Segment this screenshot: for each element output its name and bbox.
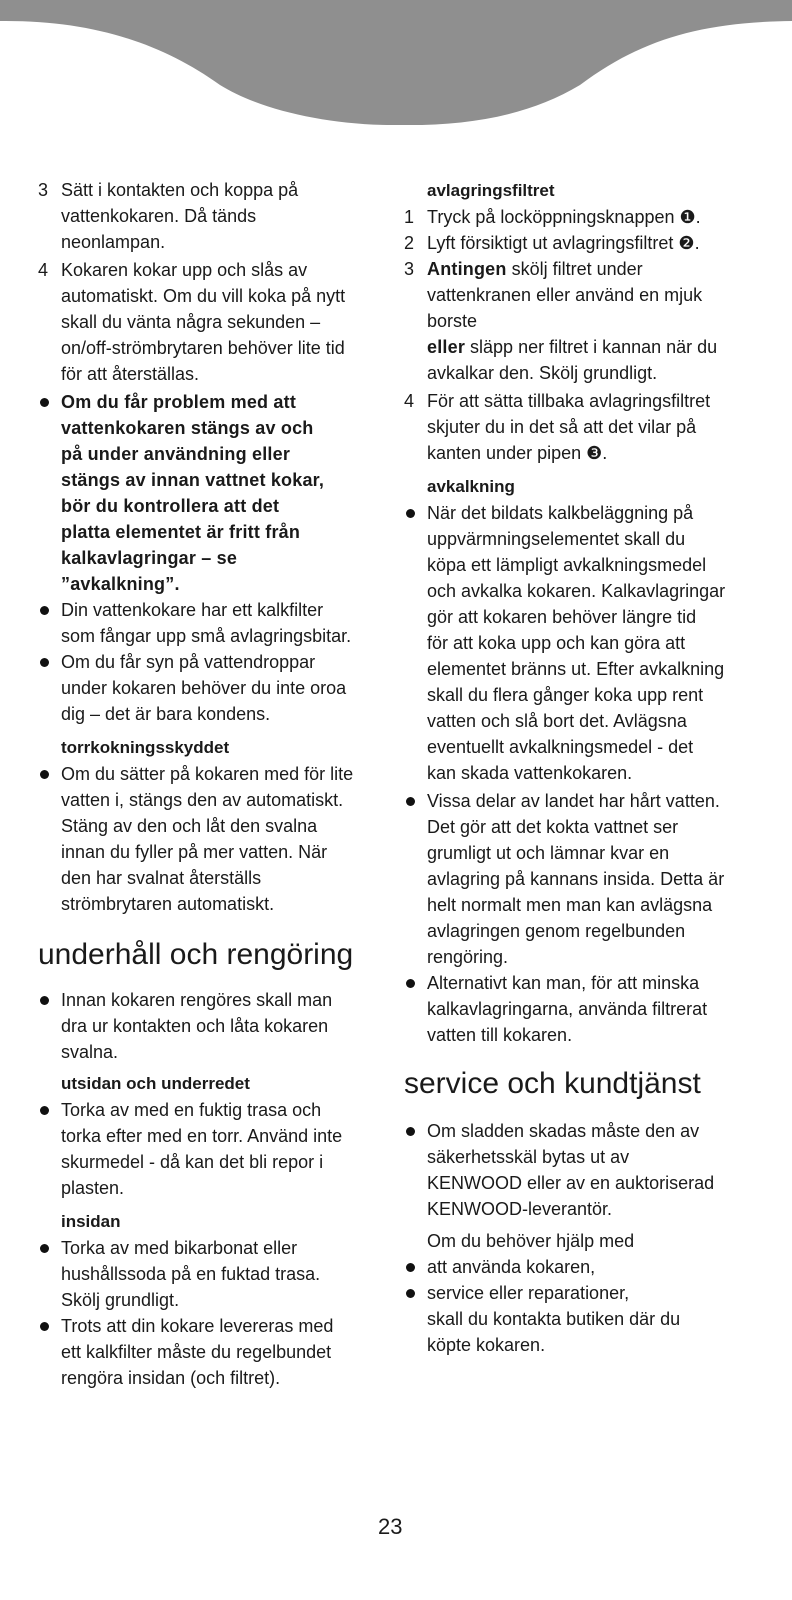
filter-step-2: 2 Lyft försiktigt ut avlagringsfiltret ❷. [404,233,700,253]
help-intro: Om du behöver hjälp med [427,1231,635,1251]
bullet-descale-1: När det bildats kalkbeläggning på uppvärmningselementet skall du köpa ett lämpligt avkalkningsmedel och avkalka kokaren. Kalkavlagringar gör att kokaren behöver längre tid för att koka upp och kan göra att elementet bränns ut. Efter avkalkning skall du flera gånger koka upp rent vatten och slå bort det. Avlägsna eventuellt avkalkningsmedel - det kan skada vattenkokaren. [427,500,777,786]
heading-inside: insidan [61,1212,121,1231]
step-3: 3 Sätt i kontakten och koppa på vattenkokaren. Då tänds neonlampan. [38,180,299,252]
filter-step-1: 1 Tryck på locköppningsknappen ❶. [404,207,701,227]
bullet-help-1: att använda kokaren, [427,1254,777,1280]
bullet-icon [406,1289,415,1298]
filter-step-3: 3 Antingen skölj filtret under vattenkranen eller använd en mjuk borste [404,259,703,331]
bullet-inside-1: Torka av med bikarbonat eller hushållssoda på en fuktad trasa. Skölj grundligt. [61,1235,391,1313]
bullet-icon [406,979,415,988]
section-title-maintenance: underhåll och rengöring [38,938,354,971]
step-4: 4 Kokaren kokar upp och slås av automatiskt. Om du vill koka på nytt skall du vänta några sekunden – on/off-strömbrytaren behöver lite tid för att återställas. [38,260,346,384]
header-wave-band [0,0,792,130]
bullet-icon [406,797,415,806]
heading-outside: utsidan och underredet [61,1074,250,1093]
heading-dry-boil: torrkokningsskyddet [61,738,230,757]
heading-descale: avkalkning [427,477,515,496]
bullet-outside: Torka av med en fuktig trasa och torka efter med en torr. Använd inte skurmedel - då kan det bli repor i plasten. [61,1097,391,1201]
bullet-icon [40,996,49,1005]
bullet-icon [406,1263,415,1272]
bullet-icon [40,1106,49,1115]
bullet-icon [406,509,415,518]
bullet-descale-2: Vissa delar av landet har hårt vatten. Det gör att det kokta vattnet ser grumligt ut och lämnar kvar en avlagring på kannans insida. Detta är helt normalt men man kan avlägsna avlagringen genom regelbunden rengöring. [427,788,777,970]
heading-filter: avlagringsfiltret [427,181,555,200]
warning-bullet: Om du får problem med att vattenkokaren stängs av och på under användning eller stängs av innan vattnet kokar, bör du kontrollera att det platta elementet är fritt från kalkavlagringar – se ”avkalkning”. [61,389,391,597]
bullet-icon [40,1322,49,1331]
bullet-inside-2: Trots att din kokare levereras med ett kalkfilter måste du regelbundet rengöra insidan (och filtret). [61,1313,391,1391]
bullet-icon [40,606,49,615]
bullet-dry-boil: Om du sätter på kokaren med för lite vatten i, stängs den av automatiskt. Stäng av den och låt den svalna innan du fyller på mer vatten. När den har svalnat återställs strömbrytaren automatiskt. [61,761,391,917]
page-number: 23 [378,1514,403,1539]
bullet-drops: Om du får syn på vattendroppar under kokaren behöver du inte oroa dig – det är bara kondens. [61,649,391,727]
bullet-descale-3: Alternativt kan man, för att minska kalkavlagringarna, använda filtrerat vatten till kokaren. [427,970,777,1048]
bullet-service: Om sladden skadas måste den av säkerhetsskäl bytas ut av KENWOOD eller av en auktoriserad KENWOOD-leverantör. [427,1118,777,1222]
bullet-icon [40,398,49,407]
filter-step-4: 4 För att sätta tillbaka avlagringsfiltret skjuter du in det så att det vilar på kanten under pipen ❸. [404,391,711,463]
bullet-filter: Din vattenkokare har ett kalkfilter som fångar upp små avlagringsbitar. [61,597,391,649]
bullet-icon [40,770,49,779]
section-title-service: service och kundtjänst [404,1067,701,1100]
bullet-help-2: service eller reparationer, skall du kontakta butiken där du köpte kokaren. [427,1280,777,1358]
bullet-icon [40,658,49,667]
filter-step-3-alt: eller släpp ner filtret i kannan när du avkalkar den. Skölj grundligt. [427,337,718,383]
bullet-icon [40,1244,49,1253]
bullet-icon [406,1127,415,1136]
bullet-clean: Innan kokaren rengöres skall man dra ur kontakten och låta kokaren svalna. [61,987,391,1065]
